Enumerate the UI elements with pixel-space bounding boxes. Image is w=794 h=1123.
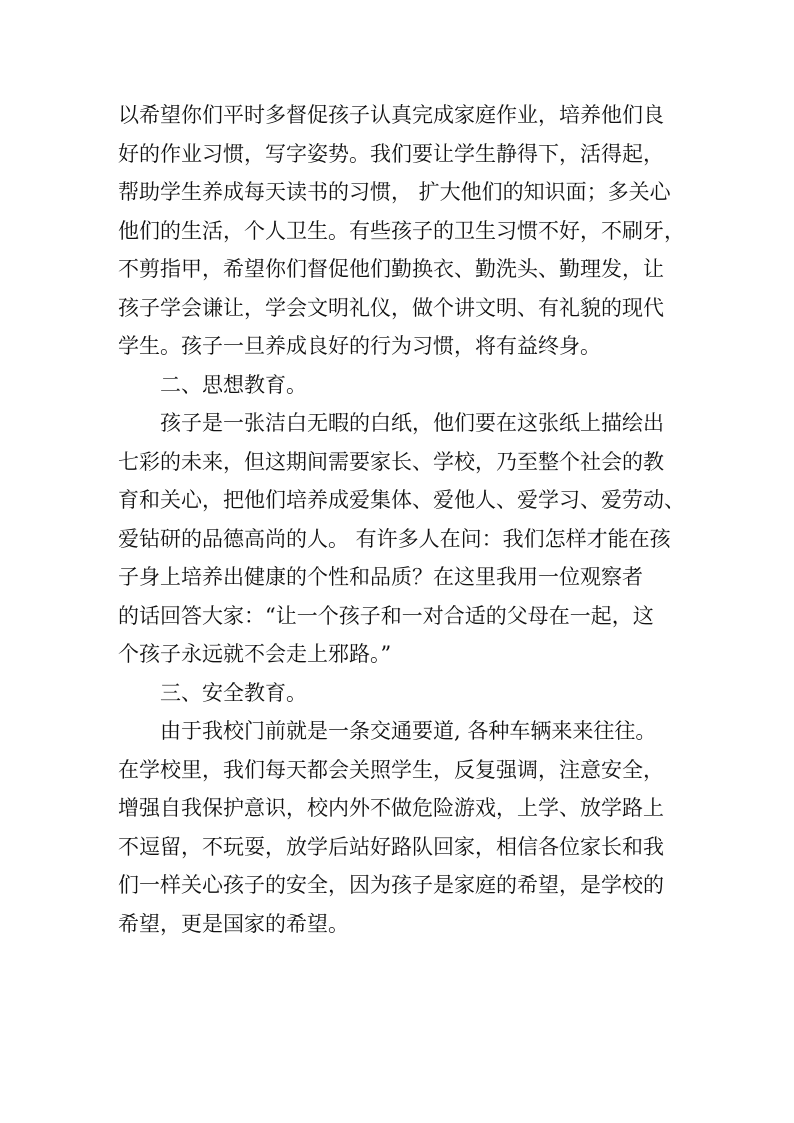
text-line: 希望，更是国家的希望。 [118,911,349,936]
document-body [118,96,688,943]
text-line: 增强自我保护意识，校内外不做危险游戏，上学、放学路上 [118,796,664,820]
section-heading-thought-education: 二、思想教育。 [160,372,307,397]
text-line: 好的作业习惯，写字姿势。我们要让学生静得下，活得起， [118,141,664,166]
text-line: 不剪指甲，希望你们督促他们勤换衣、勤洗头、勤理发，让 [118,257,664,281]
text-line: 不逗留，不玩耍，放学后站好路队回家，相信各位家长和我 [118,834,664,859]
text-line: 帮助学生养成每天读书的习惯， 扩大他们的知识面；多关心 [118,180,671,204]
text-line: 个孩子永远就不会走上邪路。” [118,642,392,666]
text-line: 由于我校门前就是一条交通要道, 各种车辆来来往往。 [160,719,657,743]
text-line: 的话回答大家：“让一个孩子和一对合适的父母在一起，这 [118,603,654,628]
text-line: 学生。孩子一旦养成良好的行为习惯，将有益终身。 [118,334,601,358]
text-line: 他们的生活，个人卫生。有些孩子的卫生习惯不好，不刷牙， [118,218,685,243]
text-line: 孩子是一张洁白无暇的白纸，他们要在这张纸上描绘出 [160,411,664,435]
text-line: 七彩的未来，但这期间需要家长、学校，乃至整个社会的教 [118,449,664,474]
text-line: 育和关心，把他们培养成爱集体、爱他人、爱学习、爱劳动、 [118,488,685,512]
text-line: 子身上培养出健康的个性和品质？在这里我用一位观察者 [118,565,643,589]
section-heading-safety-education: 三、安全教育。 [160,680,307,705]
text-line: 们一样关心孩子的安全，因为孩子是家庭的希望，是学校的 [118,873,664,897]
text-line: 在学校里，我们每天都会关照学生，反复强调，注意安全， [118,757,664,782]
text-line: 孩子学会谦让，学会文明礼仪，做个讲文明、有礼貌的现代 [118,295,664,320]
text-line: 以希望你们平时多督促孩子认真完成家庭作业，培养他们良 [118,103,664,127]
text-line: 爱钻研的品德高尚的人。 有许多人在问：我们怎样才能在孩 [118,526,671,551]
